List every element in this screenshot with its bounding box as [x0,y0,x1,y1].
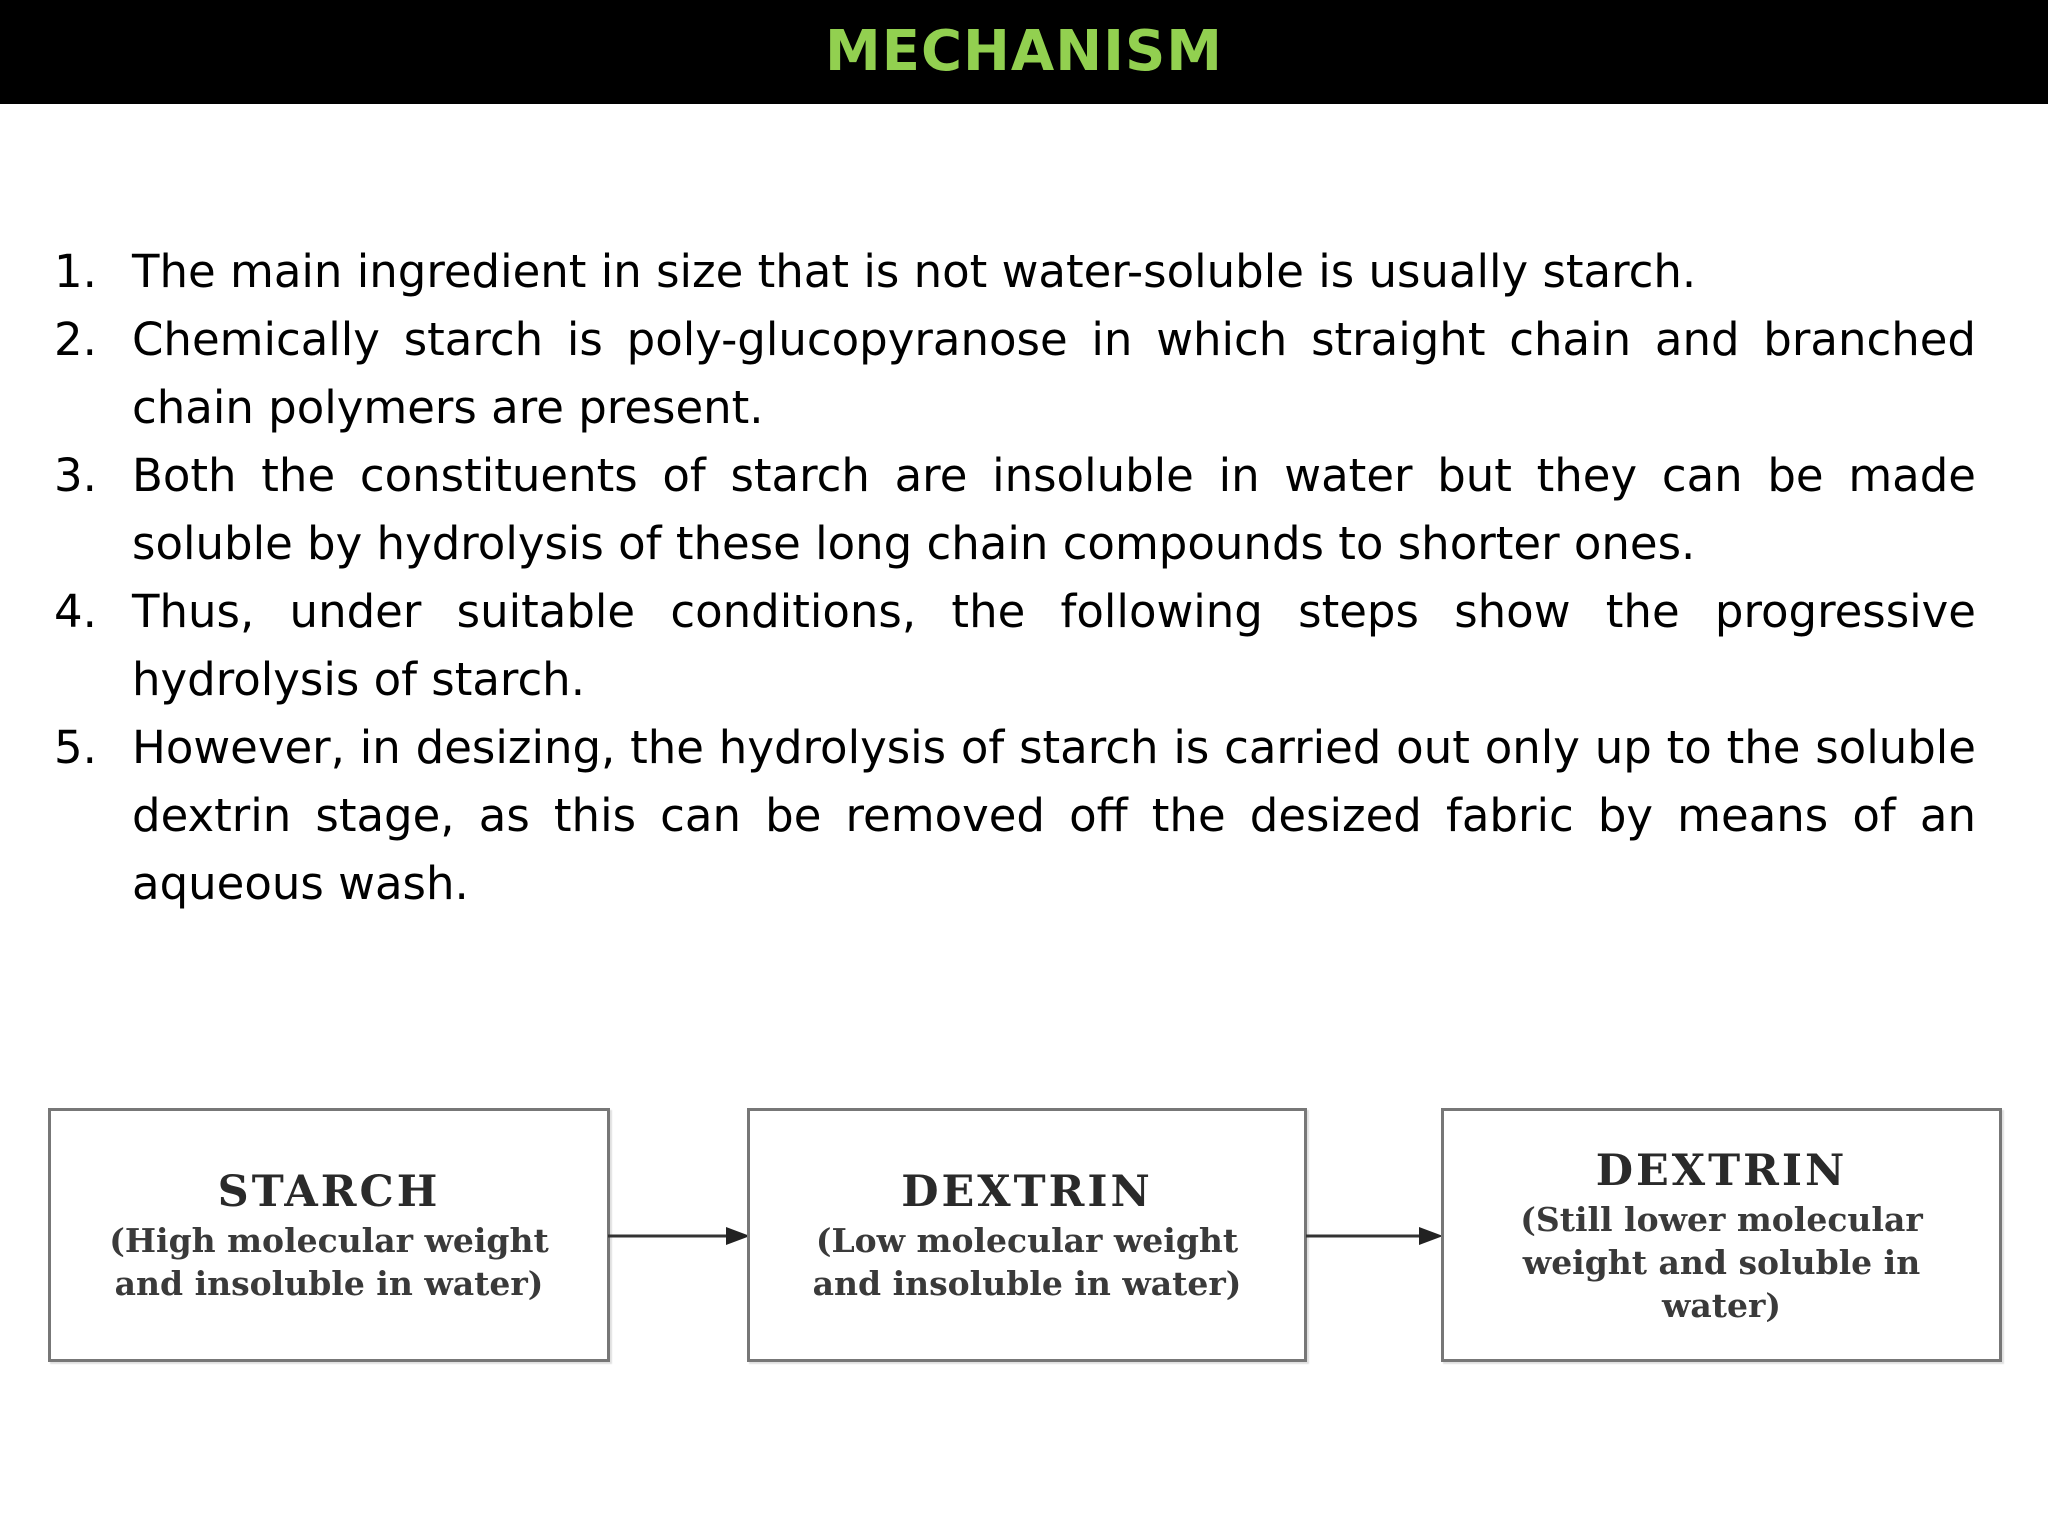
list-number: 2. [54,313,97,366]
arrow-right-icon [1306,1221,1443,1251]
list-number: 5. [54,721,97,774]
box-line: and insoluble in water) [114,1264,544,1303]
list-item-5 [54,714,1976,918]
arrow-right-icon [608,1221,750,1251]
box-line: water) [1661,1285,1782,1325]
box-heading: DEXTRIN [901,1167,1153,1217]
slide-title: MECHANISM [824,19,1224,84]
box-line: and insoluble in water) [812,1264,1242,1303]
box-heading: STARCH [217,1167,441,1217]
box-line: (High molecular weight [109,1221,549,1260]
list-item-2 [54,306,1976,442]
list-text: The main ingredient in size that is not water-soluble is usually starch. [132,245,1697,298]
list-text: Both the constituents of starch are insoluble in water but they can be made soluble by hydrolysis of these long chain compounds to shorter ones. [132,449,1976,570]
starch-box [48,1108,610,1362]
box-line: (Still lower molecular [1520,1199,1923,1239]
box-line: (Low molecular weight [815,1221,1239,1260]
list-item-1 [54,238,1976,306]
soluble-dextrin-box [1441,1108,2002,1362]
list-text: Thus, under suitable conditions, the following steps show the progressive hydrolysis of starch. [132,585,1976,706]
list-number: 4. [54,585,97,638]
list-number: 1. [54,245,97,298]
dextrin-box [747,1108,1307,1362]
mechanism-list [54,238,1976,918]
box-line: weight and soluble in [1522,1242,1921,1282]
list-item-3 [54,442,1976,578]
list-text: However, in desizing, the hydrolysis of starch is carried out only up to the soluble dextrin stage, as this can be removed off the desized fabric by means of an aqueous wash. [132,721,1976,910]
box-heading: DEXTRIN [1595,1145,1848,1196]
list-item-4 [54,578,1976,714]
list-number: 3. [54,449,97,502]
list-text: Chemically starch is poly-glucopyranose in which straight chain and branched chain polymers are present. [132,313,1976,434]
hydrolysis-flow-diagram [0,1100,2048,1380]
